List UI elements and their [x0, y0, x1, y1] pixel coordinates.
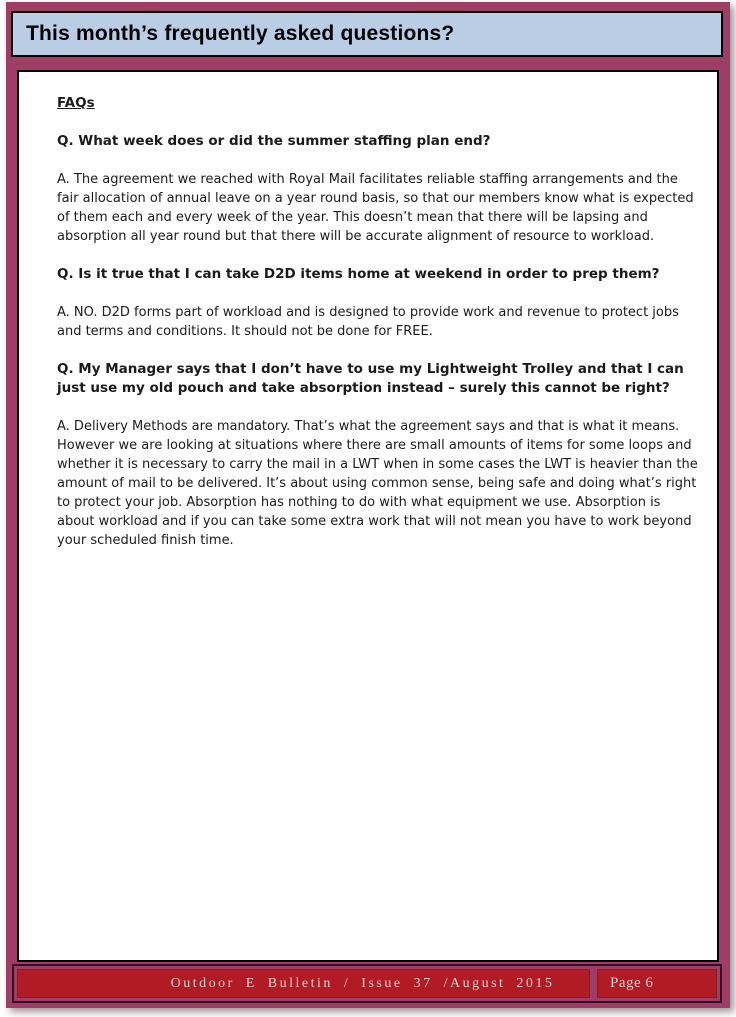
content-box: [17, 70, 719, 962]
faq-question-3: Q. My Manager says that I don’t have to use my Lightweight Trolley and that I can just use my old pouch and take absorption instead – surely this cannot be right?: [57, 361, 684, 396]
title-bar: [11, 11, 723, 57]
faq-answer-2: A. NO. D2D forms part of workload and is designed to provide work and revenue to protect jobs and terms and conditions. It should not be done for FREE.: [57, 305, 679, 339]
faq-content: [57, 94, 701, 550]
footer-page-number: Page 6: [597, 969, 717, 998]
footer-bar: [12, 964, 722, 1003]
faq-answer-1: A. The agreement we reached with Royal Mail facilitates reliable staffing arrangements and the fair allocation of annual leave on a year round basis, so that our members know what is expected of them each and every week of the year. This doesn’t mean that there will be lapsing and absorption all year round but that there will be accurate alignment of resource to workload.: [57, 172, 694, 244]
faq-question-1: Q. What week does or did the summer staffing plan end?: [57, 133, 491, 149]
faq-answer-3: A. Delivery Methods are mandatory. That’s what the agreement says and that is what it means. However we are looking at situations where there are small amounts of items for some loops and whether it is necessary to carry the mail in a LWT when in some cases the LWT is heavier than the amount of mail to be delivered. It’s about using common sense, being safe and doing what’s right to protect your job. Absorption has nothing to do with what equipment we use. Absorption is about workload and if you can take some extra work that will not mean you have to work beyond your scheduled finish time.: [57, 419, 698, 548]
page-title: This month’s frequently asked questions?: [26, 22, 455, 45]
page-frame: [6, 2, 730, 1008]
faq-question-2: Q. Is it true that I can take D2D items home at weekend in order to prep them?: [57, 266, 660, 282]
faqs-heading: FAQs: [57, 95, 95, 111]
footer-bulletin-title: Outdoor E Bulletin / Issue 37 /August 2015: [17, 969, 590, 998]
